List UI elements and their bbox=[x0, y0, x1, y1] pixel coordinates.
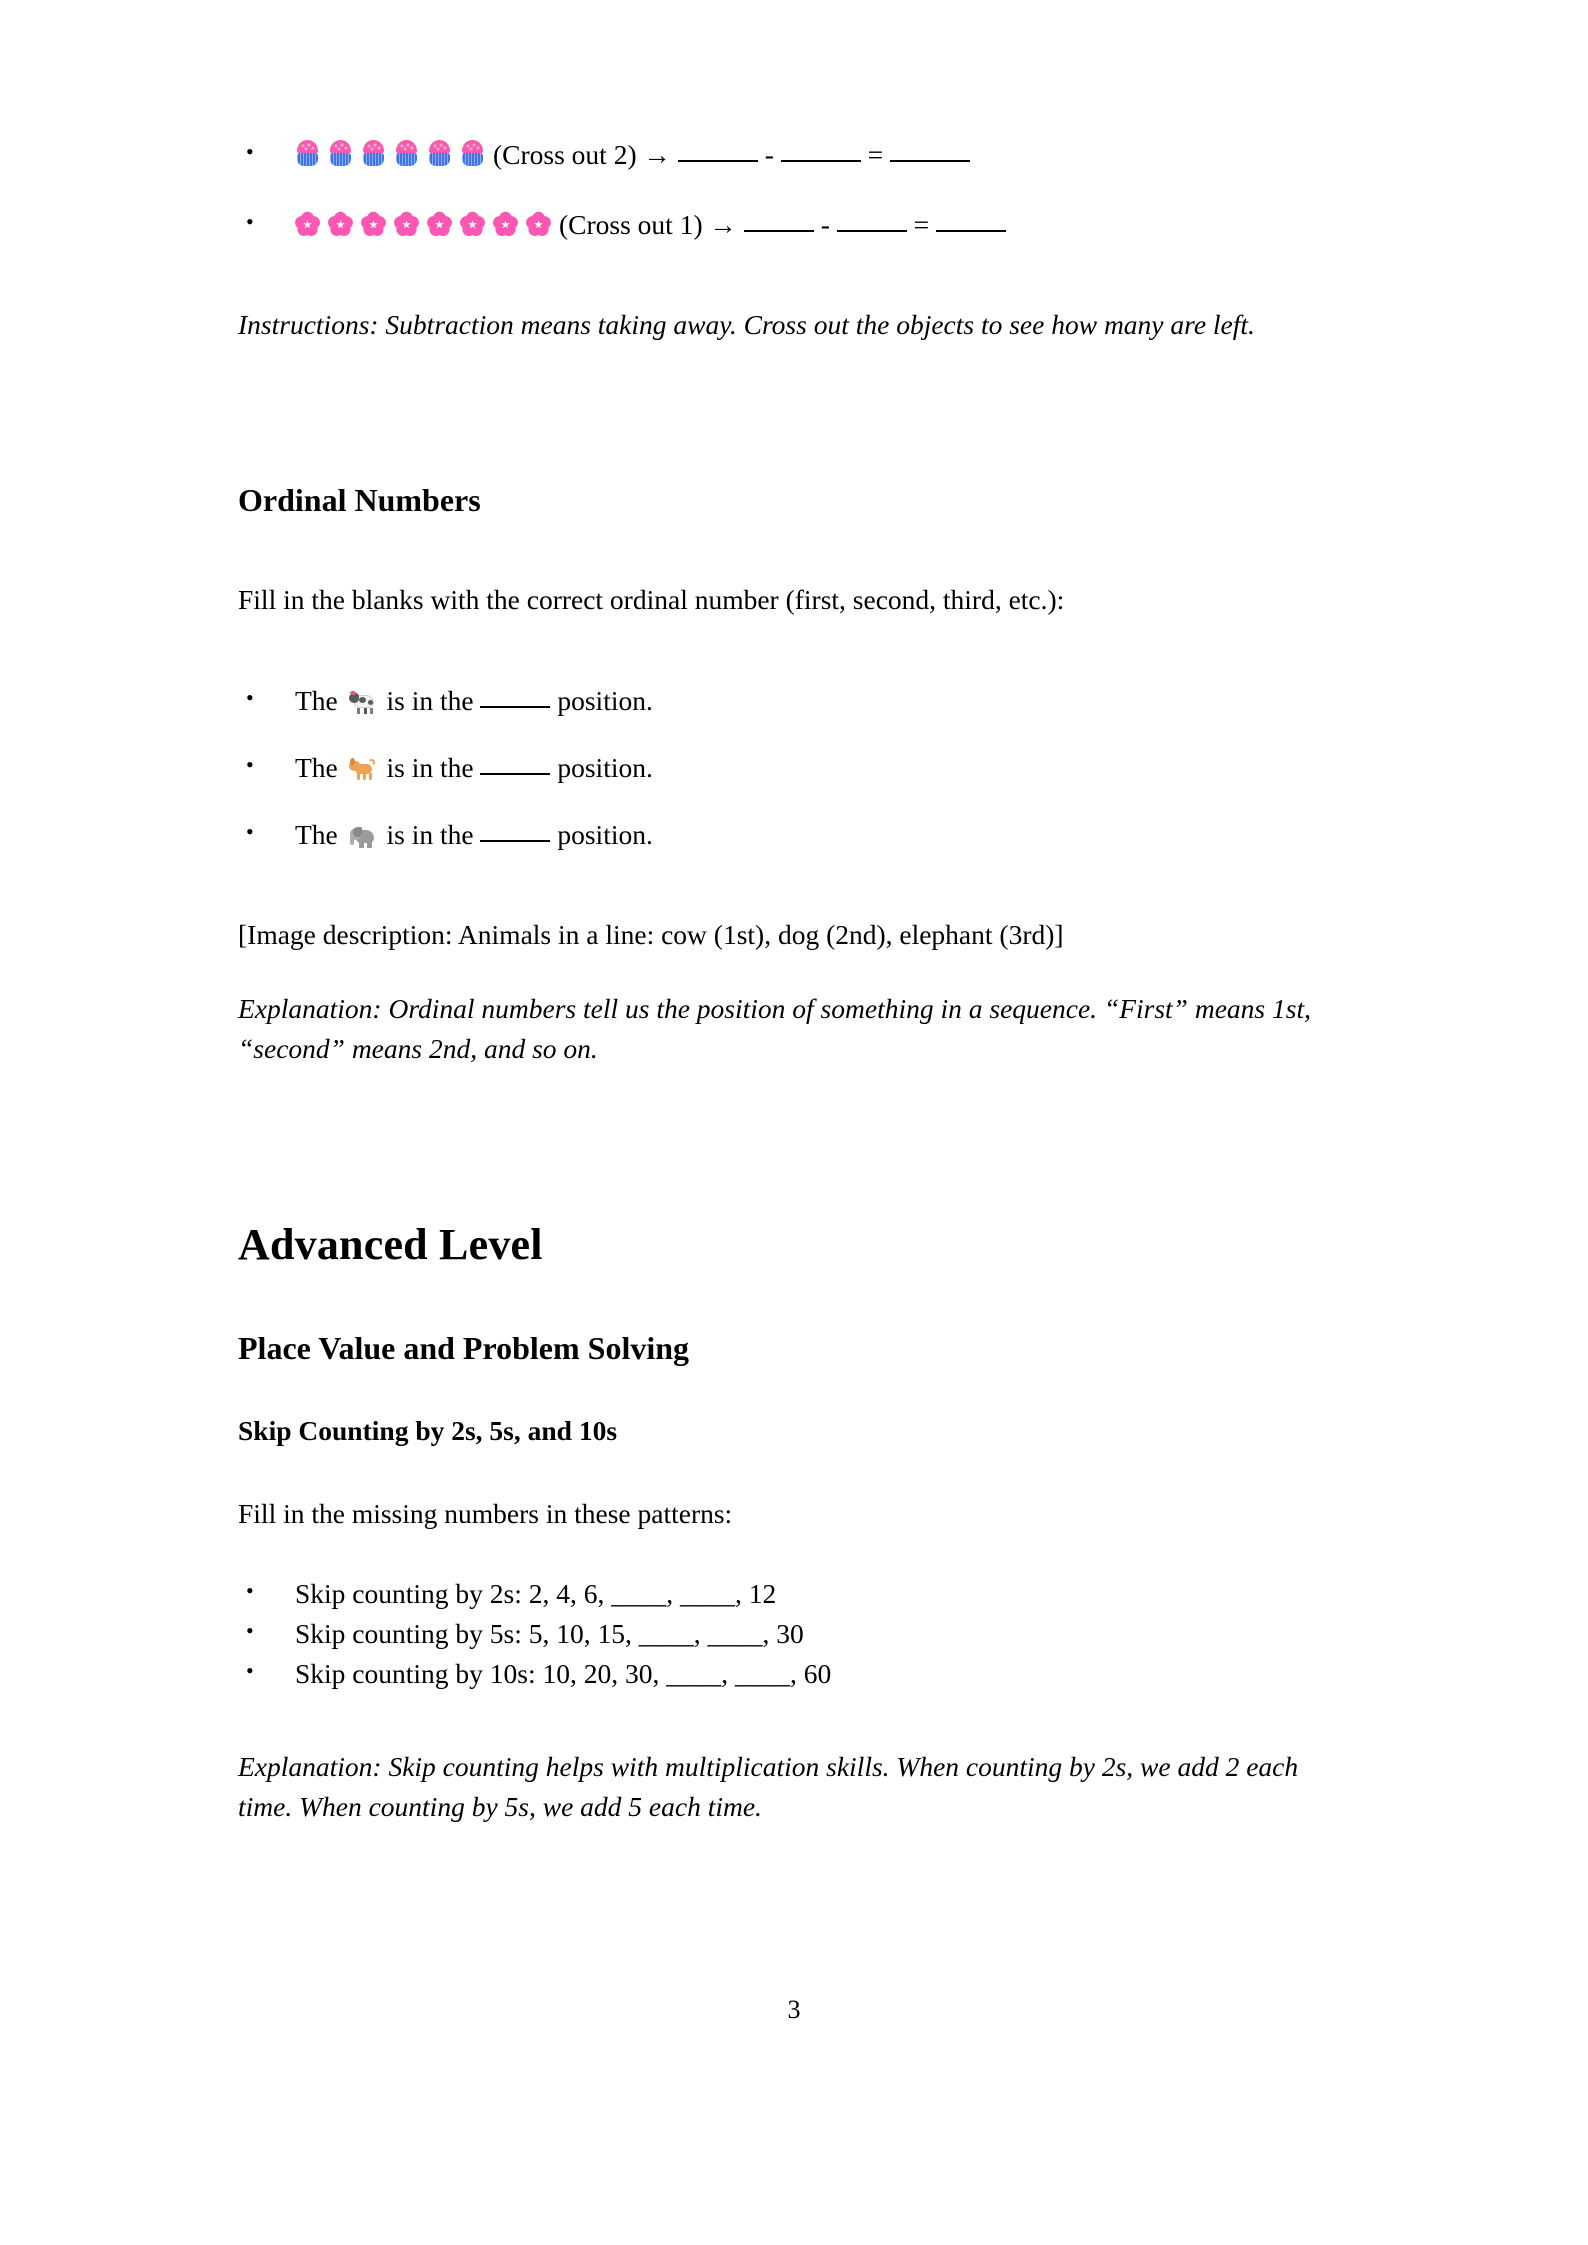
cherry-blossom-icon bbox=[493, 212, 518, 237]
spacer bbox=[238, 1534, 1333, 1574]
item-suffix: position. bbox=[557, 818, 653, 850]
advanced-level-heading: Advanced Level bbox=[238, 1220, 543, 1270]
item-prefix: The bbox=[295, 751, 338, 783]
item-middle: is in the bbox=[386, 684, 474, 716]
cupcake-icon-row bbox=[295, 139, 493, 170]
ordinal-image-description: [Image description: Animals in a line: cow (1st), dog (2nd), elephant (3rd)] bbox=[238, 918, 1064, 950]
subtraction-instructions-note: Instructions: Subtraction means taking away. Cross out the objects to see how many are left. bbox=[238, 309, 1255, 341]
equals-operator: = bbox=[913, 209, 930, 241]
item-suffix: position. bbox=[557, 684, 653, 716]
spacer bbox=[238, 855, 1333, 915]
answer-blank-subtrahend[interactable] bbox=[837, 230, 907, 232]
cupcake-icon bbox=[295, 140, 320, 167]
item-middle: is in the bbox=[386, 818, 474, 850]
cupcake-icon bbox=[361, 140, 386, 167]
answer-blank-minuend[interactable] bbox=[744, 230, 814, 232]
item-suffix: position. bbox=[557, 751, 653, 783]
answer-blank-minuend[interactable] bbox=[678, 160, 758, 162]
item-prefix: The bbox=[295, 818, 338, 850]
dog-icon bbox=[349, 757, 376, 781]
list-item bbox=[238, 135, 1333, 175]
cow-icon bbox=[349, 690, 376, 714]
spacer bbox=[238, 245, 1333, 305]
spacer bbox=[238, 1695, 1333, 1747]
spacer bbox=[238, 520, 1333, 580]
cupcake-icon bbox=[328, 140, 353, 167]
page-number: 3 bbox=[787, 1995, 801, 2024]
list-item: • Skip counting by 10s: 10, 20, 30, ____, ____, 60 bbox=[238, 1654, 1333, 1694]
cupcake-icon bbox=[427, 140, 452, 167]
ordinal-numbers-prompt: Fill in the blanks with the correct ordinal number (first, second, third, etc.): bbox=[238, 584, 1065, 616]
cherry-blossom-icon bbox=[526, 212, 551, 237]
item-middle: is in the bbox=[386, 751, 474, 783]
cupcake-icon bbox=[394, 140, 419, 167]
page-content bbox=[238, 0, 1333, 1827]
skip-counting-heading: Skip Counting by 2s, 5s, and 10s bbox=[238, 1415, 618, 1447]
list-item bbox=[238, 681, 1333, 721]
cherry-blossom-icon bbox=[295, 212, 320, 237]
ordinal-explanation: Explanation: Ordinal numbers tell us the position of something in a sequence. “First” means 1st, “second” means 2nd, and so on. bbox=[238, 993, 1311, 1065]
cherry-blossom-icon bbox=[328, 212, 353, 237]
place-value-heading: Place Value and Problem Solving bbox=[238, 1330, 690, 1367]
answer-blank-difference[interactable] bbox=[936, 230, 1006, 232]
cross-out-instruction: (Cross out 1) → bbox=[559, 209, 737, 241]
spacer bbox=[238, 1272, 1333, 1328]
list-item bbox=[238, 748, 1333, 788]
subtraction-exercise-list bbox=[238, 135, 1333, 245]
minus-operator: - bbox=[764, 139, 774, 170]
cherry-blossom-icon bbox=[460, 212, 485, 237]
spacer bbox=[238, 1449, 1333, 1494]
list-item: • Skip counting by 2s: 2, 4, 6, ____, ____, 12 bbox=[238, 1574, 1333, 1614]
cherry-blossom-icon bbox=[427, 212, 452, 237]
list-item: • Skip counting by 5s: 5, 10, 15, ____, ____, 30 bbox=[238, 1614, 1333, 1654]
cherry-blossom-icon-row bbox=[295, 209, 559, 240]
ordinal-numbers-heading: Ordinal Numbers bbox=[238, 482, 481, 519]
spacer bbox=[238, 621, 1333, 681]
answer-blank-position[interactable] bbox=[480, 840, 550, 842]
spacer bbox=[238, 345, 1333, 480]
answer-blank-subtrahend[interactable] bbox=[781, 160, 861, 162]
top-spacer bbox=[238, 0, 1333, 135]
answer-blank-position[interactable] bbox=[480, 773, 550, 775]
list-item bbox=[238, 205, 1333, 245]
ordinal-numbers-list bbox=[238, 681, 1333, 855]
list-item bbox=[238, 815, 1333, 855]
cross-out-instruction: (Cross out 2) → bbox=[493, 139, 671, 170]
equals-operator: = bbox=[867, 139, 884, 170]
answer-blank-position[interactable] bbox=[480, 706, 550, 708]
cherry-blossom-icon bbox=[361, 212, 386, 237]
cupcake-icon bbox=[460, 140, 485, 167]
skip-counting-list bbox=[238, 1574, 1333, 1694]
minus-operator: - bbox=[820, 209, 830, 241]
skip-counting-prompt: Fill in the missing numbers in these patterns: bbox=[238, 1497, 733, 1529]
cherry-blossom-icon bbox=[394, 212, 419, 237]
spacer bbox=[238, 955, 1333, 989]
skip-counting-explanation: Explanation: Skip counting helps with multiplication skills. When counting by 2s, we add 2 each time. When counting by 5s, we add 5 each time. bbox=[238, 1750, 1299, 1822]
item-prefix: The bbox=[295, 684, 338, 716]
elephant-icon bbox=[349, 824, 376, 848]
answer-blank-difference[interactable] bbox=[890, 160, 970, 162]
spacer bbox=[238, 1069, 1333, 1219]
spacer bbox=[238, 1368, 1333, 1413]
